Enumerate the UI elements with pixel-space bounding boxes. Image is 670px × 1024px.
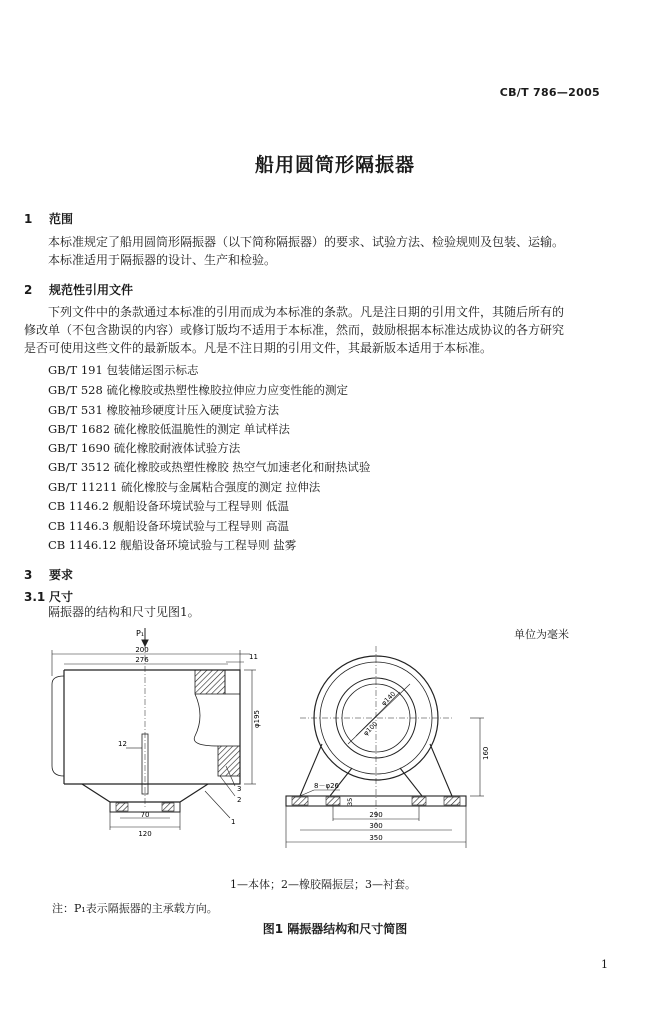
dim-350: 350	[369, 834, 383, 842]
figure-note: 注：P₁表示隔振器的主承载方向。	[52, 902, 218, 915]
reference-item: GB/T 3512 硫化橡胶或热塑性橡胶 热空气加速老化和耐热试验	[48, 460, 371, 474]
reference-item: GB/T 528 硫化橡胶或热塑性橡胶拉伸应力应变性能的测定	[48, 383, 348, 397]
isolator-drawing-svg	[30, 626, 640, 856]
dim-11: 11	[249, 653, 258, 661]
dim-35: 35	[346, 797, 354, 806]
figure-title: 图1 隔振器结构和尺寸简图	[262, 922, 408, 936]
dim-290: 290	[369, 811, 383, 819]
figure-legend: 1—本体；2—橡胶隔振层；3—衬套。	[230, 878, 416, 891]
part-label-2: 2	[237, 796, 242, 804]
unit-note: 单位为毫米	[514, 628, 569, 641]
reference-item: CB 1146.12 舰船设备环境试验与工程导则 盐雾	[48, 538, 297, 552]
dim-200: 200	[135, 646, 149, 654]
section-1-para-2: 本标准适用于隔振器的设计、生产和检验。	[48, 253, 277, 267]
load-label: P₁	[136, 629, 145, 638]
dim-195: φ195	[253, 710, 261, 728]
part-label-3: 3	[237, 785, 242, 793]
dim-120: 120	[138, 830, 152, 838]
standard-number: CB/T 786—2005	[499, 86, 600, 99]
document-title: 船用圆筒形隔振器	[254, 154, 415, 176]
dim-300: 300	[369, 822, 383, 830]
page-number: 1	[601, 958, 608, 971]
dim-phi140: φ140	[379, 689, 398, 708]
reference-item: CB 1146.2 舰船设备环境试验与工程导则 低温	[48, 499, 289, 513]
reference-item: GB/T 1690 硫化橡胶耐液体试验方法	[48, 441, 241, 455]
figure-1-drawing	[30, 626, 640, 856]
section-2-para-line-1: 下列文件中的条款通过本标准的引用而成为本标准的条款。凡是注日期的引用文件，其随后所有的	[48, 305, 565, 319]
section-2-heading: 2 规范性引用文件	[24, 283, 134, 297]
reference-item: GB/T 531 橡胶袖珍硬度计压入硬度试验方法	[48, 403, 279, 417]
reference-item: GB/T 1682 硫化橡胶低温脆性的测定 单试样法	[48, 422, 290, 436]
section-2-para-line-2: 修改单（不包含勘误的内容）或修订版均不适用于本标准，然而，鼓励根据本标准达成协议的各方研究	[24, 323, 565, 337]
section-3-1-para: 隔振器的结构和尺寸见图1。	[48, 605, 200, 619]
reference-item: GB/T 11211 硫化橡胶与金属粘合强度的测定 拉伸法	[48, 480, 321, 494]
section-1-para-1: 本标准规定了船用圆筒形隔振器（以下简称隔振器）的要求、试验方法、检验规则及包装、运输。	[48, 235, 565, 249]
dim-276: 276	[135, 656, 149, 664]
reference-item: CB 1146.3 舰船设备环境试验与工程导则 高温	[48, 519, 289, 533]
section-2-para-line-3: 是否可使用这些文件的最新版本。凡是不注日期的引用文件，其最新版本适用于本标准。	[24, 341, 493, 355]
dim-70: 70	[140, 811, 150, 819]
section-3-1-heading: 3.1 尺寸	[24, 590, 74, 604]
dim-phi100: φ100	[361, 719, 380, 738]
dim-8-phi26: 8－φ26	[314, 782, 339, 790]
section-3-heading: 3 要求	[24, 568, 74, 582]
reference-item: GB/T 191 包装储运图示标志	[48, 363, 199, 377]
front-view	[286, 646, 484, 848]
side-view	[52, 628, 256, 830]
dim-12: 12	[118, 740, 127, 748]
section-1-heading: 1 范围	[24, 212, 74, 226]
dim-160: 160	[482, 746, 490, 760]
part-label-1: 1	[231, 818, 236, 826]
